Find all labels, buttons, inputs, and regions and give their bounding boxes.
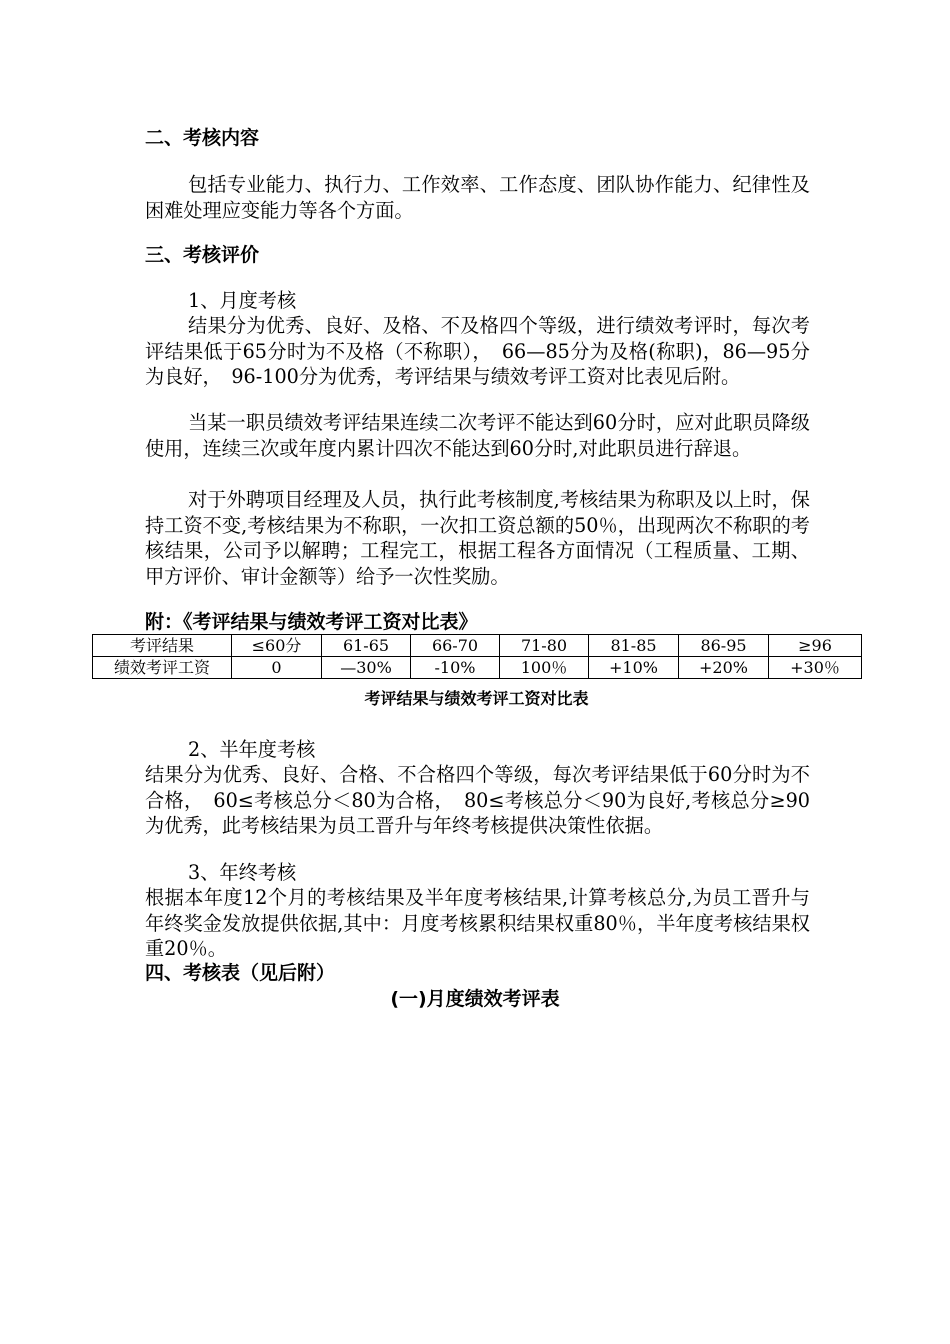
table-row [93, 635, 862, 657]
table-cell: —30% [322, 657, 411, 679]
heading-table: 四、考核表（见后附） [145, 962, 336, 984]
year-end-title: 3、年终考核 [188, 861, 297, 884]
content-paragraph: 包括专业能力、执行力、工作效率、工作态度、团队协作能力、纪律性及困难处理应变能力等各个方面。 [145, 173, 810, 222]
table-cell: 100％ [500, 657, 589, 679]
heading-content: 二、考核内容 [145, 127, 260, 149]
table-cell: ≥96 [769, 635, 862, 657]
monthly-paragraph-3: 对于外聘项目经理及人员，执行此考核制度,考核结果为称职及以上时，保持工资不变,考核结果为不称职，一次扣工资总额的50％，出现两次不称职的考核结果，公司予以解聘；工程完工，根据工程各方面情况（工程质量、工期、甲方评价、审计金额等）给予一次性奖励。 [145, 488, 810, 588]
monthly-paragraph-2: 当某一职员绩效考评结果连续二次考评不能达到60分时，应对此职员降级使用，连续三次或年度内累计四次不能达到60分时,对此职员进行辞退。 [145, 411, 810, 460]
table-cell: 0 [232, 657, 322, 679]
half-year-paragraph: 结果分为优秀、良好、合格、不合格四个等级，每次考评结果低于60分时为不合格， 60≤考核总分＜80为合格， 80≤考核总分＜90为良好,考核总分≥90为优秀，此考核结果为员工晋升与年终考核提供决策性依据。 [145, 763, 810, 837]
monthly-title: 1、月度考核 [188, 289, 297, 312]
year-end-paragraph: 根据本年度12个月的考核结果及半年度考核结果,计算考核总分,为员工晋升与年终奖金发放提供依据,其中：月度考核累积结果权重80％，半年度考核结果权重20％。 [145, 886, 810, 960]
table-cell: 81-85 [589, 635, 679, 657]
table-cell: 71-80 [500, 635, 589, 657]
table-cell: 86-95 [679, 635, 769, 657]
table-row [93, 657, 862, 679]
table-cell: 66-70 [411, 635, 500, 657]
table-cell: 61-65 [322, 635, 411, 657]
table-cell: +30％ [769, 657, 862, 679]
table-cell: 考评结果 [93, 635, 232, 657]
comparison-table [92, 634, 862, 679]
table-cell: 绩效考评工资 [93, 657, 232, 679]
table-caption: 考评结果与绩效考评工资对比表 [364, 689, 589, 708]
table-cell: -10% [411, 657, 500, 679]
monthly-table-title: (一)月度绩效考评表 [390, 988, 560, 1010]
monthly-paragraph-1: 结果分为优秀、良好、及格、不及格四个等级，进行绩效考评时，每次考评结果低于65分时为不及格（不称职）， 66—85分为及格(称职)，86—95分为良好， 96-100分为优秀，考评结果与绩效考评工资对比表见后附。 [145, 314, 810, 388]
heading-evaluation: 三、考核评价 [145, 244, 260, 266]
table-cell: +10% [589, 657, 679, 679]
heading-appendix: 附：《考评结果与绩效考评工资对比表》 [145, 611, 478, 633]
half-year-title: 2、半年度考核 [188, 738, 316, 761]
table-cell: ≤60分 [232, 635, 322, 657]
table-cell: +20% [679, 657, 769, 679]
